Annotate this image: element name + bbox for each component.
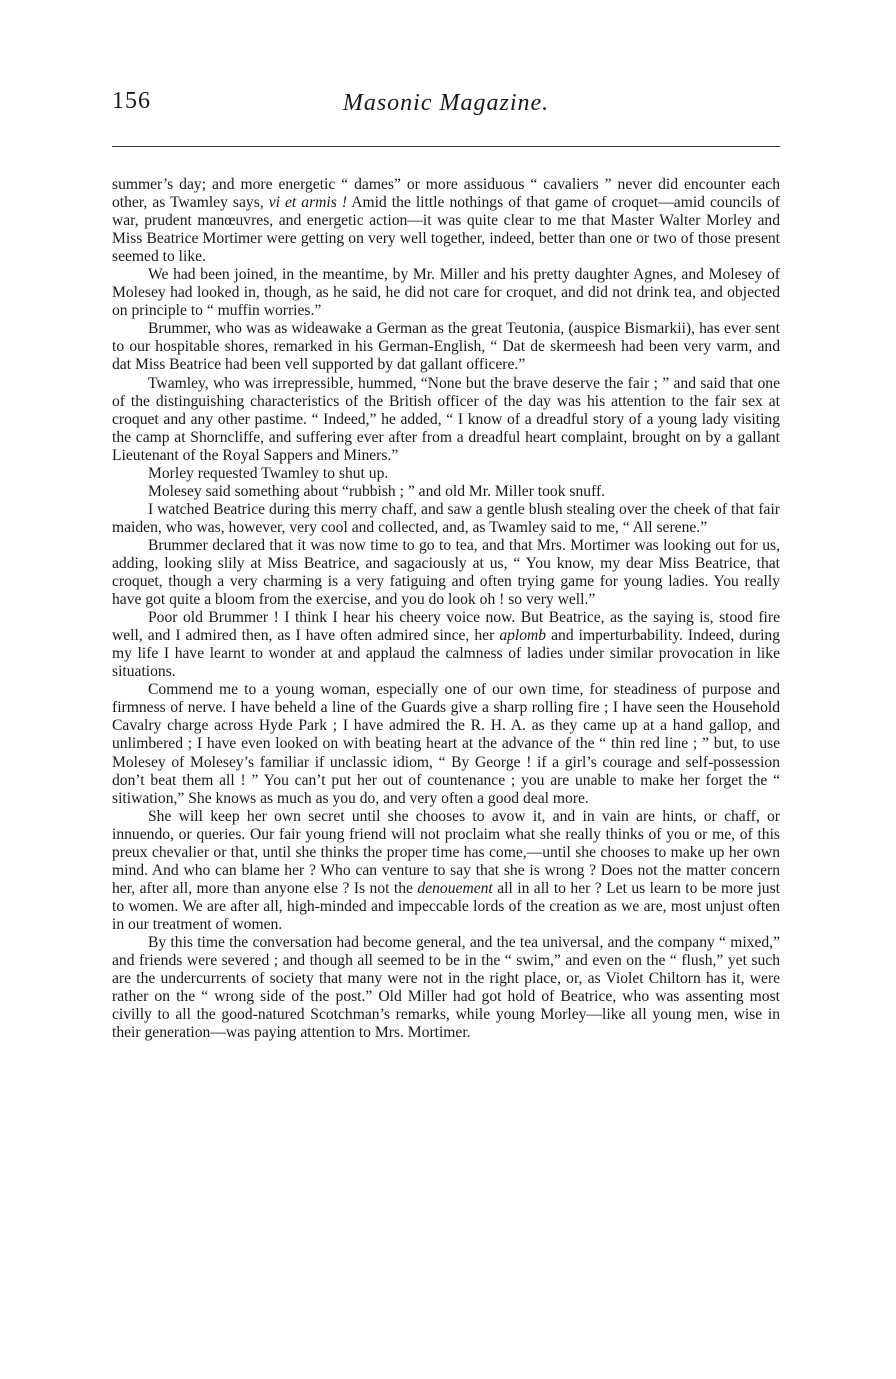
paragraph: Poor old Brummer ! I think I hear his cheery voice now. But Beatrice, as the saying is, stood fire well, and I admired then, as I have often admired since, her aplomb and imperturbability. Indeed, during my life I have learnt to wonder at and applaud the calmness of ladies under similar provocation in like situations. <box>112 609 781 681</box>
header-rule <box>112 146 780 147</box>
paragraph: By this time the conversation had become general, and the tea universal, and the company “ mixed,” and friends were severed ; and though all seemed to be in the “ swim,” and even on the “ flush,” yet such are the undercurrents of society that many were not in the right place, or, as Violet Chiltorn has it, were rather on the “ wrong side of the post.” Old Miller had got hold of Beatrice, who was assenting most civilly to all the good-natured Scotchman’s remarks, while young Morley—like all young men, wise in their generation—was paying attention to Mrs. Mortimer. <box>112 933 780 1042</box>
page-header <box>112 88 780 128</box>
running-title: Masonic Magazine. <box>342 90 550 116</box>
paragraph: summer’s day; and more energetic “ dames” or more assiduous “ cavaliers ” never did encounter each other, as Twamley says, vi et armis ! Amid the little nothings of that game of croquet—amid councils of war, prudent manœuvres, and energetic action—it was quite clear to me that Master Walter Morley and Miss Beatrice Mortimer were getting on very well together, indeed, better than one or two of those present seemed to like. <box>112 176 780 266</box>
paragraph: Morley requested Twamley to shut up. <box>148 464 389 482</box>
paragraph: Twamley, who was irrepressible, hummed, “None but the brave deserve the fair ; ” and said that one of the distinguishing characteristics of the British officer of the day was his attention to the fair sex at croquet and any other pastime. “ Indeed,” he added, “ I know of a dreadful story of a young lady visiting the camp at Shorncliffe, and suffering ever after from a dreadful heart complaint, brought on by a gallant Lieutenant of the Royal Sappers and Miners.” <box>112 374 780 464</box>
paragraph: Brummer, who was as wideawake a German as the great Teutonia, (auspice Bismarkii), has ever sent to our hospitable shores, remarked in his German-English, “ Dat de skermeesh had been very varm, and dat Miss Beatrice had been vell supported by dat gallant officere.” <box>112 320 780 374</box>
paragraph: I watched Beatrice during this merry chaff, and saw a gentle blush stealing over the cheek of that fair maiden, who was, however, very cool and collected, and, as Twamley said to me, “ All serene.” <box>112 500 780 536</box>
page-number: 156 <box>112 88 151 114</box>
paragraph: She will keep her own secret until she chooses to avow it, and in vain are hints, or chaff, or innuendo, or queries. Our fair young friend will not proclaim what she really thinks of you or me, of this preux chevalier or that, until she thinks the proper time has come,—until she chooses to make up her own mind. And who can blame her ? Who can venture to say that she is wrong ? Does not the matter concern her, after all, more than anyone else ? Is not the denouement all in all to her ? Let us learn to be more just to women. We are after all, high-minded and impeccable lords of the creation as we are, most unjust often in our treatment of women. <box>112 807 781 933</box>
italic-phrase: aplomb <box>499 627 547 645</box>
paragraph: Molesey said something about “rubbish ; ” and old Mr. Miller took snuff. <box>148 482 606 500</box>
paragraph: Commend me to a young woman, especially one of our own time, for steadiness of purpose and firmness of nerve. I have beheld a line of the Guards give a sharp rolling fire ; I have seen the Household Cavalry charge across Hyde Park ; I have admired the R. H. A. as they came up at a hand gallop, and unlimbered ; I have even looked on with beating heart at the advance of the “ thin red line ; ” but, to use Molesey of Molesey’s familiar if unclassic idiom, “ By George ! if a girl’s courage and self-possession don’t beat them all ! ” You can’t put her out of countenance ; you are unable to make her forget the “ sitiwation,” She knows as much as you do, and very often a good deal more. <box>112 681 780 807</box>
italic-phrase: vi et armis ! <box>268 194 348 212</box>
body-text <box>112 176 780 1042</box>
paragraph: We had been joined, in the meantime, by Mr. Miller and his pretty daughter Agnes, and Molesey of Molesey had looked in, though, as he said, he did not care for croquet, and did not drink tea, and objected on principle to “ muffin worries.” <box>112 266 780 320</box>
paragraph: Brummer declared that it was now time to go to tea, and that Mrs. Mortimer was looking out for us, adding, looking slily at Miss Beatrice, and sagaciously at us, “ You know, my dear Miss Beatrice, that croquet, though a very charming is a very fatiguing and often trying game for young ladies. You really have got quite a bloom from the exercise, and you do look oh ! so very well.” <box>112 536 780 609</box>
italic-phrase: denouement <box>417 879 493 897</box>
